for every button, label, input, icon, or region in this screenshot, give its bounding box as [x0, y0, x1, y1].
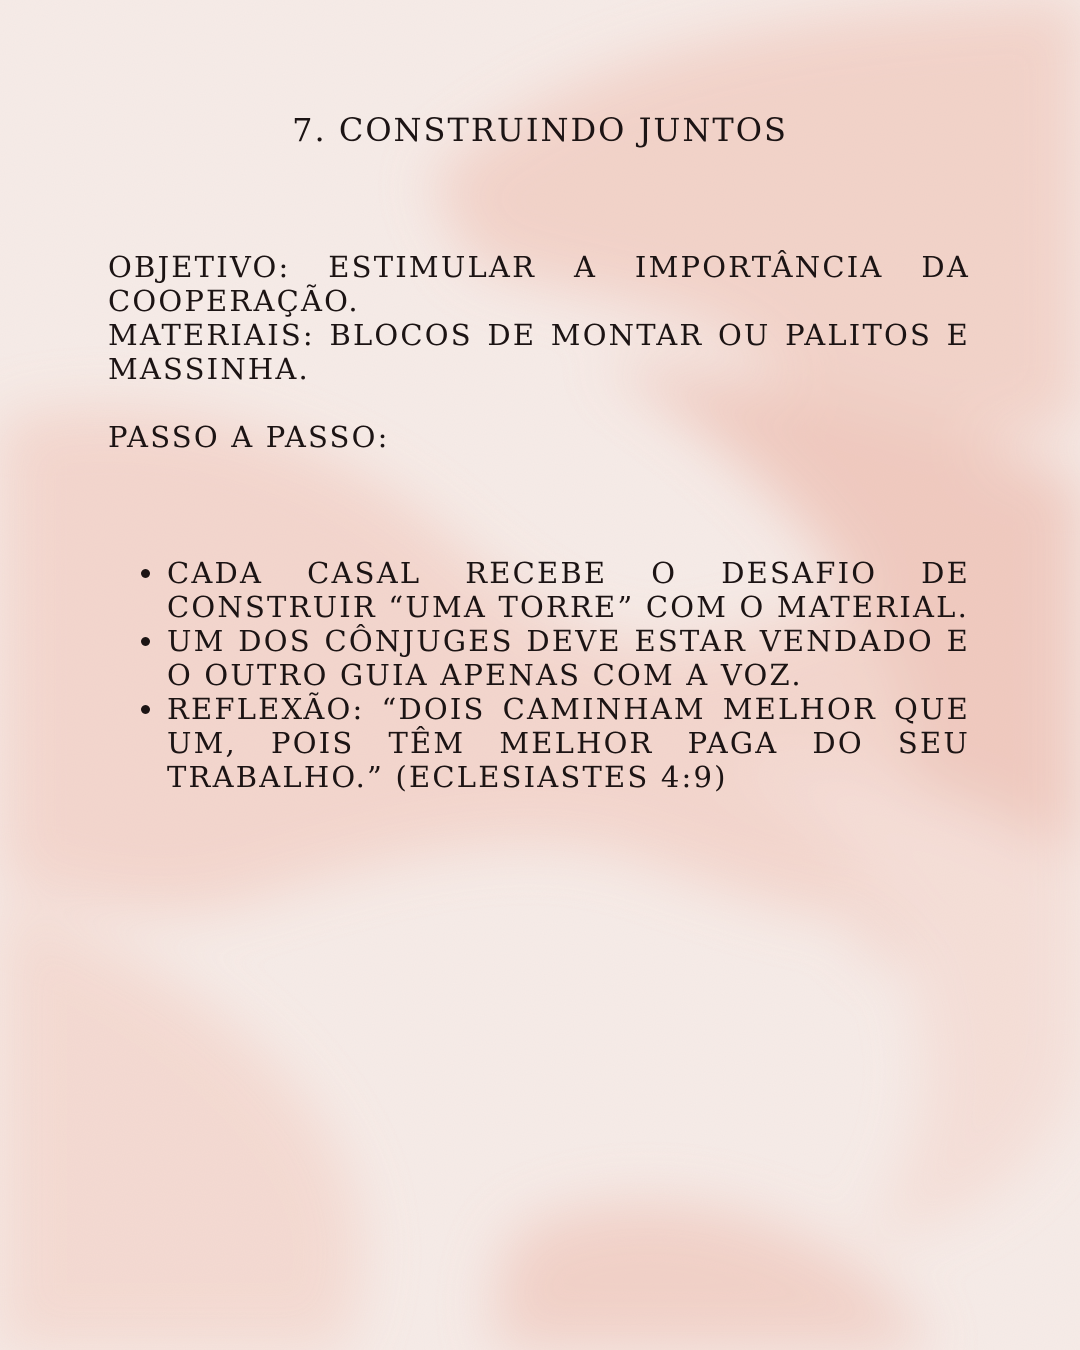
step-text: UM DOS CÔNJUGES DEVE ESTAR VENDADO E O OUTRO GUIA APENAS COM A VOZ. — [167, 624, 970, 692]
list-item — [108, 556, 970, 624]
step-text: REFLEXÃO: “DOIS CAMINHAM MELHOR QUE UM, POIS TÊM MELHOR PAGA DO SEU TRABALHO.” (ECLESIASTES 4:9) — [167, 692, 970, 794]
page-title: 7. CONSTRUINDO JUNTOS — [292, 111, 788, 149]
bullet-icon — [141, 637, 150, 646]
list-item — [108, 692, 970, 794]
objective-text: OBJETIVO: ESTIMULAR A IMPORTÂNCIA DA COOPERAÇÃO. — [108, 250, 970, 318]
list-item — [108, 624, 970, 692]
steps-list — [108, 556, 970, 794]
step-text: CADA CASAL RECEBE O DESAFIO DE CONSTRUIR “UMA TORRE” COM O MATERIAL. — [167, 556, 970, 624]
steps-heading: PASSO A PASSO: — [108, 420, 390, 454]
bullet-icon — [141, 569, 150, 578]
bullet-icon — [141, 705, 150, 714]
materials-text: MATERIAIS: BLOCOS DE MONTAR OU PALITOS E MASSINHA. — [108, 318, 970, 386]
